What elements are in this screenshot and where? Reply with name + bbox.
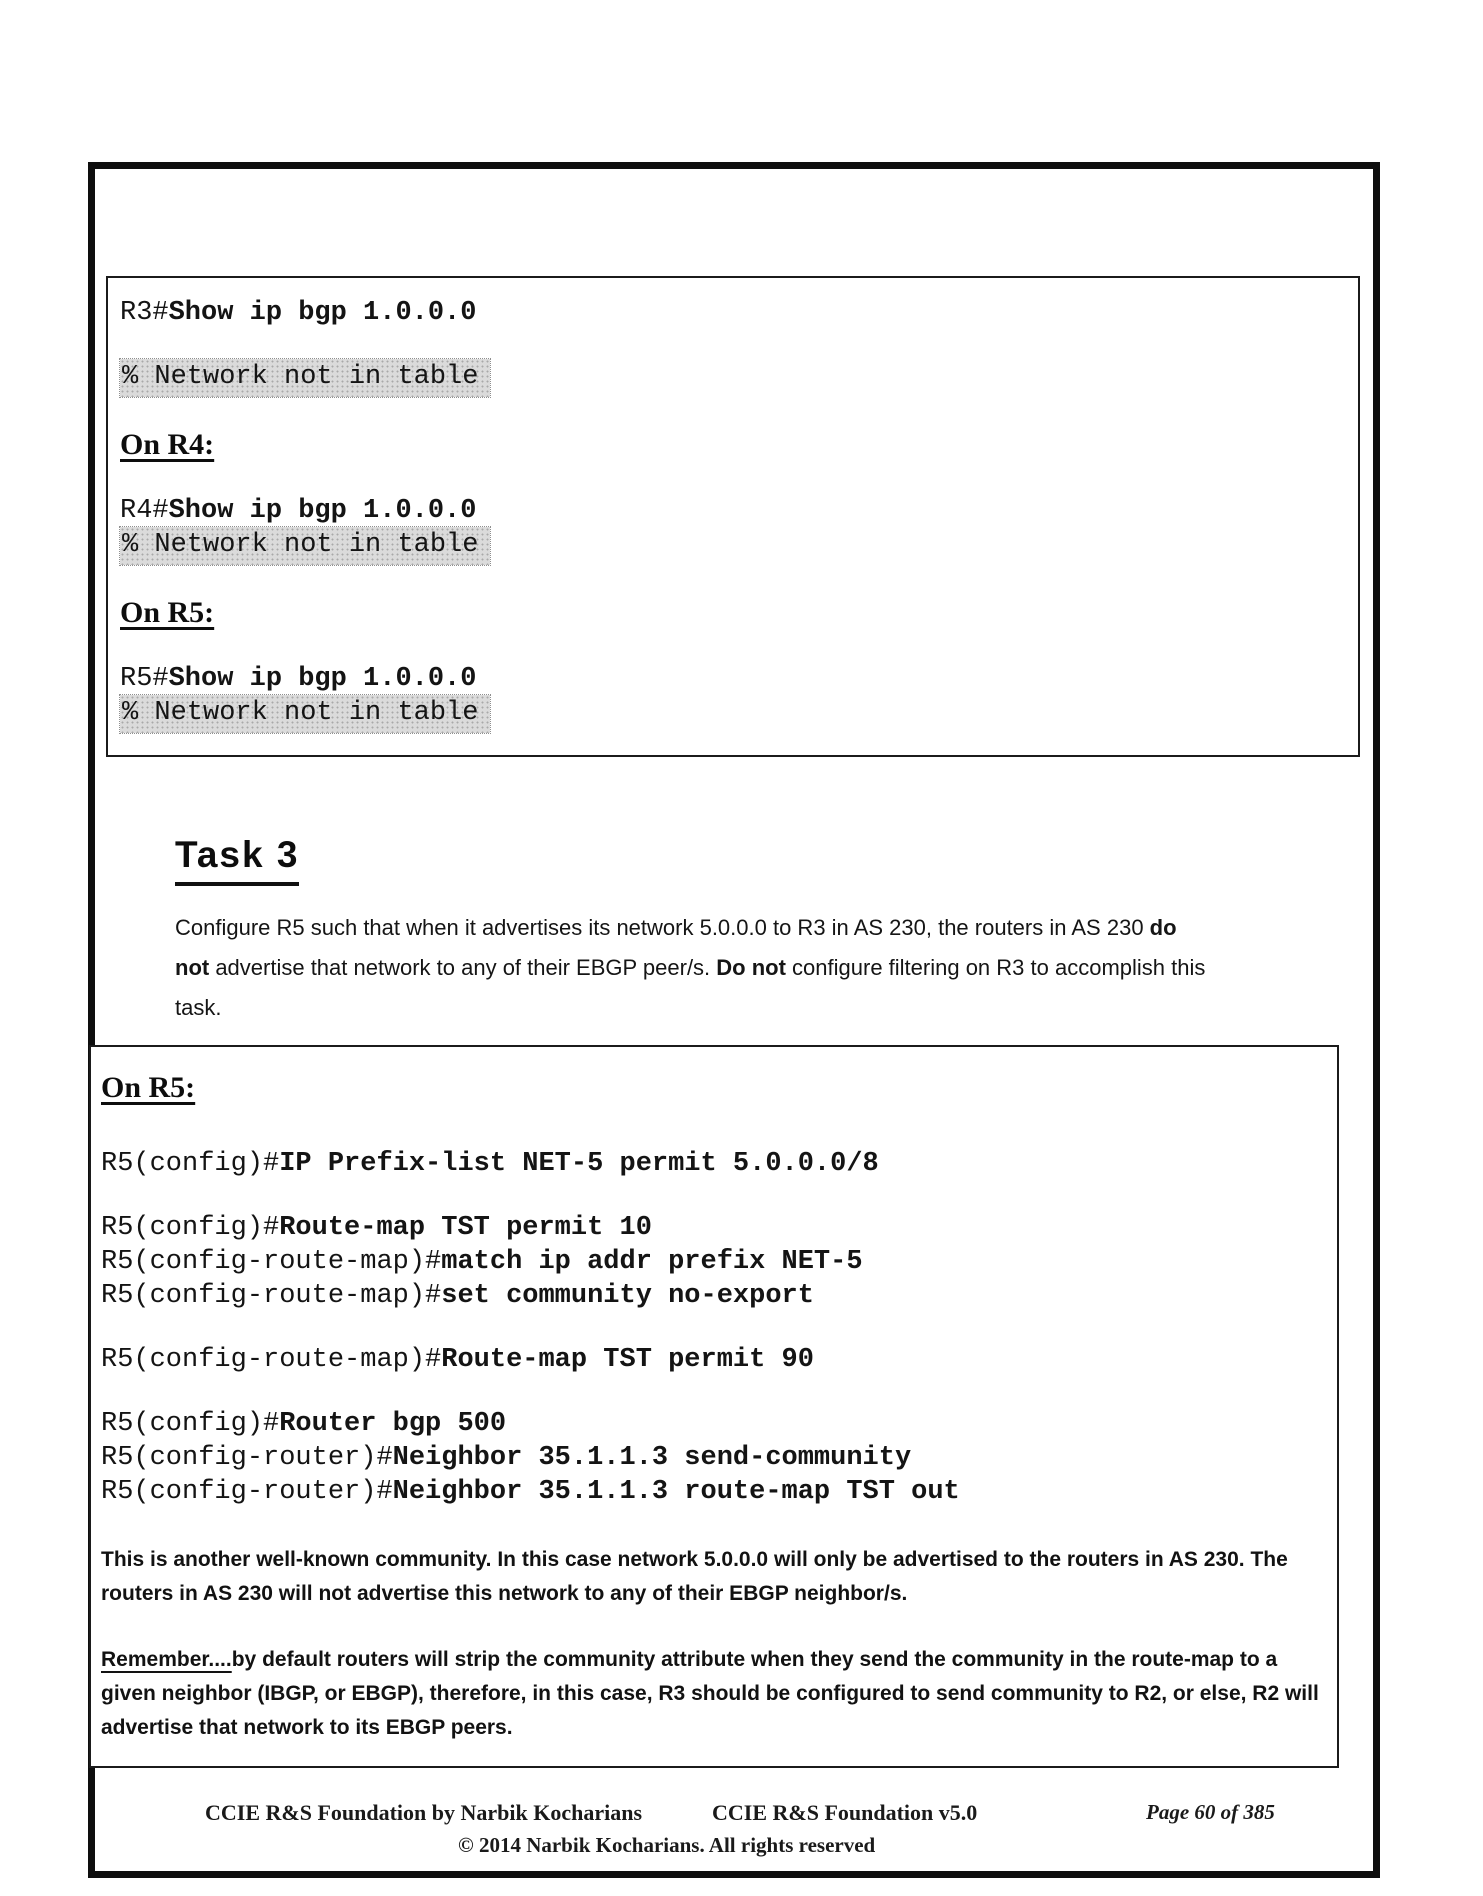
router-section-heading: On R4:: [120, 428, 215, 461]
cli-line: [120, 494, 1338, 528]
text-run: set community no-export: [441, 1281, 814, 1311]
text-run: Show ip bgp 1.0.0.0: [168, 298, 477, 328]
text-run: Show ip bgp 1.0.0.0: [168, 496, 477, 526]
text-run: Neighbor 35.1.1.3 route-map TST out: [392, 1477, 960, 1507]
cli-line: [120, 296, 1338, 330]
text-run: R5(config-router)#: [101, 1477, 393, 1507]
cli-line: [101, 1475, 1327, 1509]
console-output-highlight: % Network not in table: [120, 359, 490, 397]
text-run: Router bgp 500: [279, 1409, 507, 1439]
footer-page-number: Page 60 of 385: [1146, 1800, 1275, 1824]
text-run: R5(config-route-map)#: [101, 1281, 442, 1311]
footer-edition: CCIE R&S Foundation v5.0: [712, 1800, 978, 1825]
solution-note: [101, 1543, 1327, 1611]
text-run: by default routers will strip the community attribute when they send the community in the route-map to a given neighbor (IBGP, or EBGP), therefore, in this case, R3 should be configured to send community to R2, or else, R2 will advertise that network to its EBGP peers.: [101, 1648, 1319, 1739]
cli-line: [101, 1441, 1327, 1475]
text-run: Route-map TST permit 90: [441, 1345, 814, 1375]
router-section-heading: On R5:: [101, 1071, 196, 1104]
text-run: R5#: [120, 664, 169, 694]
text-run: R4#: [120, 496, 169, 526]
task-heading: Task 3: [175, 836, 299, 886]
console-output-highlight: % Network not in table: [120, 527, 490, 565]
cli-line: [101, 1147, 1327, 1181]
text-run: configure filtering on R3 to accomplish this task.: [175, 955, 1206, 1020]
text-run: Remember....: [101, 1648, 232, 1671]
text-run: R5(config)#: [101, 1213, 280, 1243]
router-section-heading: On R5:: [120, 596, 215, 629]
footer-book-title: CCIE R&S Foundation by Narbik Kocharians: [205, 1800, 643, 1825]
text-run: R5(config-route-map)#: [101, 1247, 442, 1277]
cli-line: [120, 662, 1338, 696]
solution-remember-note: [101, 1643, 1327, 1745]
text-run: R5(config)#: [101, 1149, 280, 1179]
text-run: R5(config-router)#: [101, 1443, 393, 1473]
console-output-highlight: % Network not in table: [120, 695, 490, 733]
text-run: R5(config)#: [101, 1409, 280, 1439]
solution-config-lines: [101, 1069, 1327, 1509]
text-run: Neighbor 35.1.1.3 send-community: [392, 1443, 912, 1473]
text-run: match ip addr prefix NET-5: [441, 1247, 863, 1277]
cli-line: [101, 1211, 1327, 1245]
cli-line: [101, 1245, 1327, 1279]
text-run: IP Prefix-list NET-5 permit 5.0.0.0/8: [279, 1149, 879, 1179]
text-run: This is another well-known community. In this case network 5.0.0.0 will only be advertised to the routers in AS 230. The routers in AS 230 will not advertise this network to any of their EBGP neighbor/s.: [101, 1548, 1288, 1605]
text-run: R3#: [120, 298, 169, 328]
cli-line: [101, 1407, 1327, 1441]
cli-line: [101, 1279, 1327, 1313]
task-description: [175, 908, 1215, 1028]
cli-line: [120, 360, 1338, 394]
console-output-lines: [120, 296, 1338, 730]
text-run: Route-map TST permit 10: [279, 1213, 652, 1243]
cli-line: [120, 696, 1338, 730]
solution-box: [89, 1045, 1339, 1768]
cli-line: [120, 528, 1338, 562]
footer-copyright: © 2014 Narbik Kocharians. All rights reserved: [458, 1833, 876, 1857]
cli-line: [101, 1343, 1327, 1377]
console-output-box: [106, 276, 1360, 757]
text-run: advertise that network to any of their EBGP peer/s.: [209, 955, 717, 980]
text-run: do not: [175, 915, 1177, 980]
text-run: Do not: [716, 955, 786, 980]
text-run: Configure R5 such that when it advertises its network 5.0.0.0 to R3 in AS 230, the routers in AS 230: [175, 915, 1150, 940]
text-run: R5(config-route-map)#: [101, 1345, 442, 1375]
text-run: Show ip bgp 1.0.0.0: [168, 664, 477, 694]
